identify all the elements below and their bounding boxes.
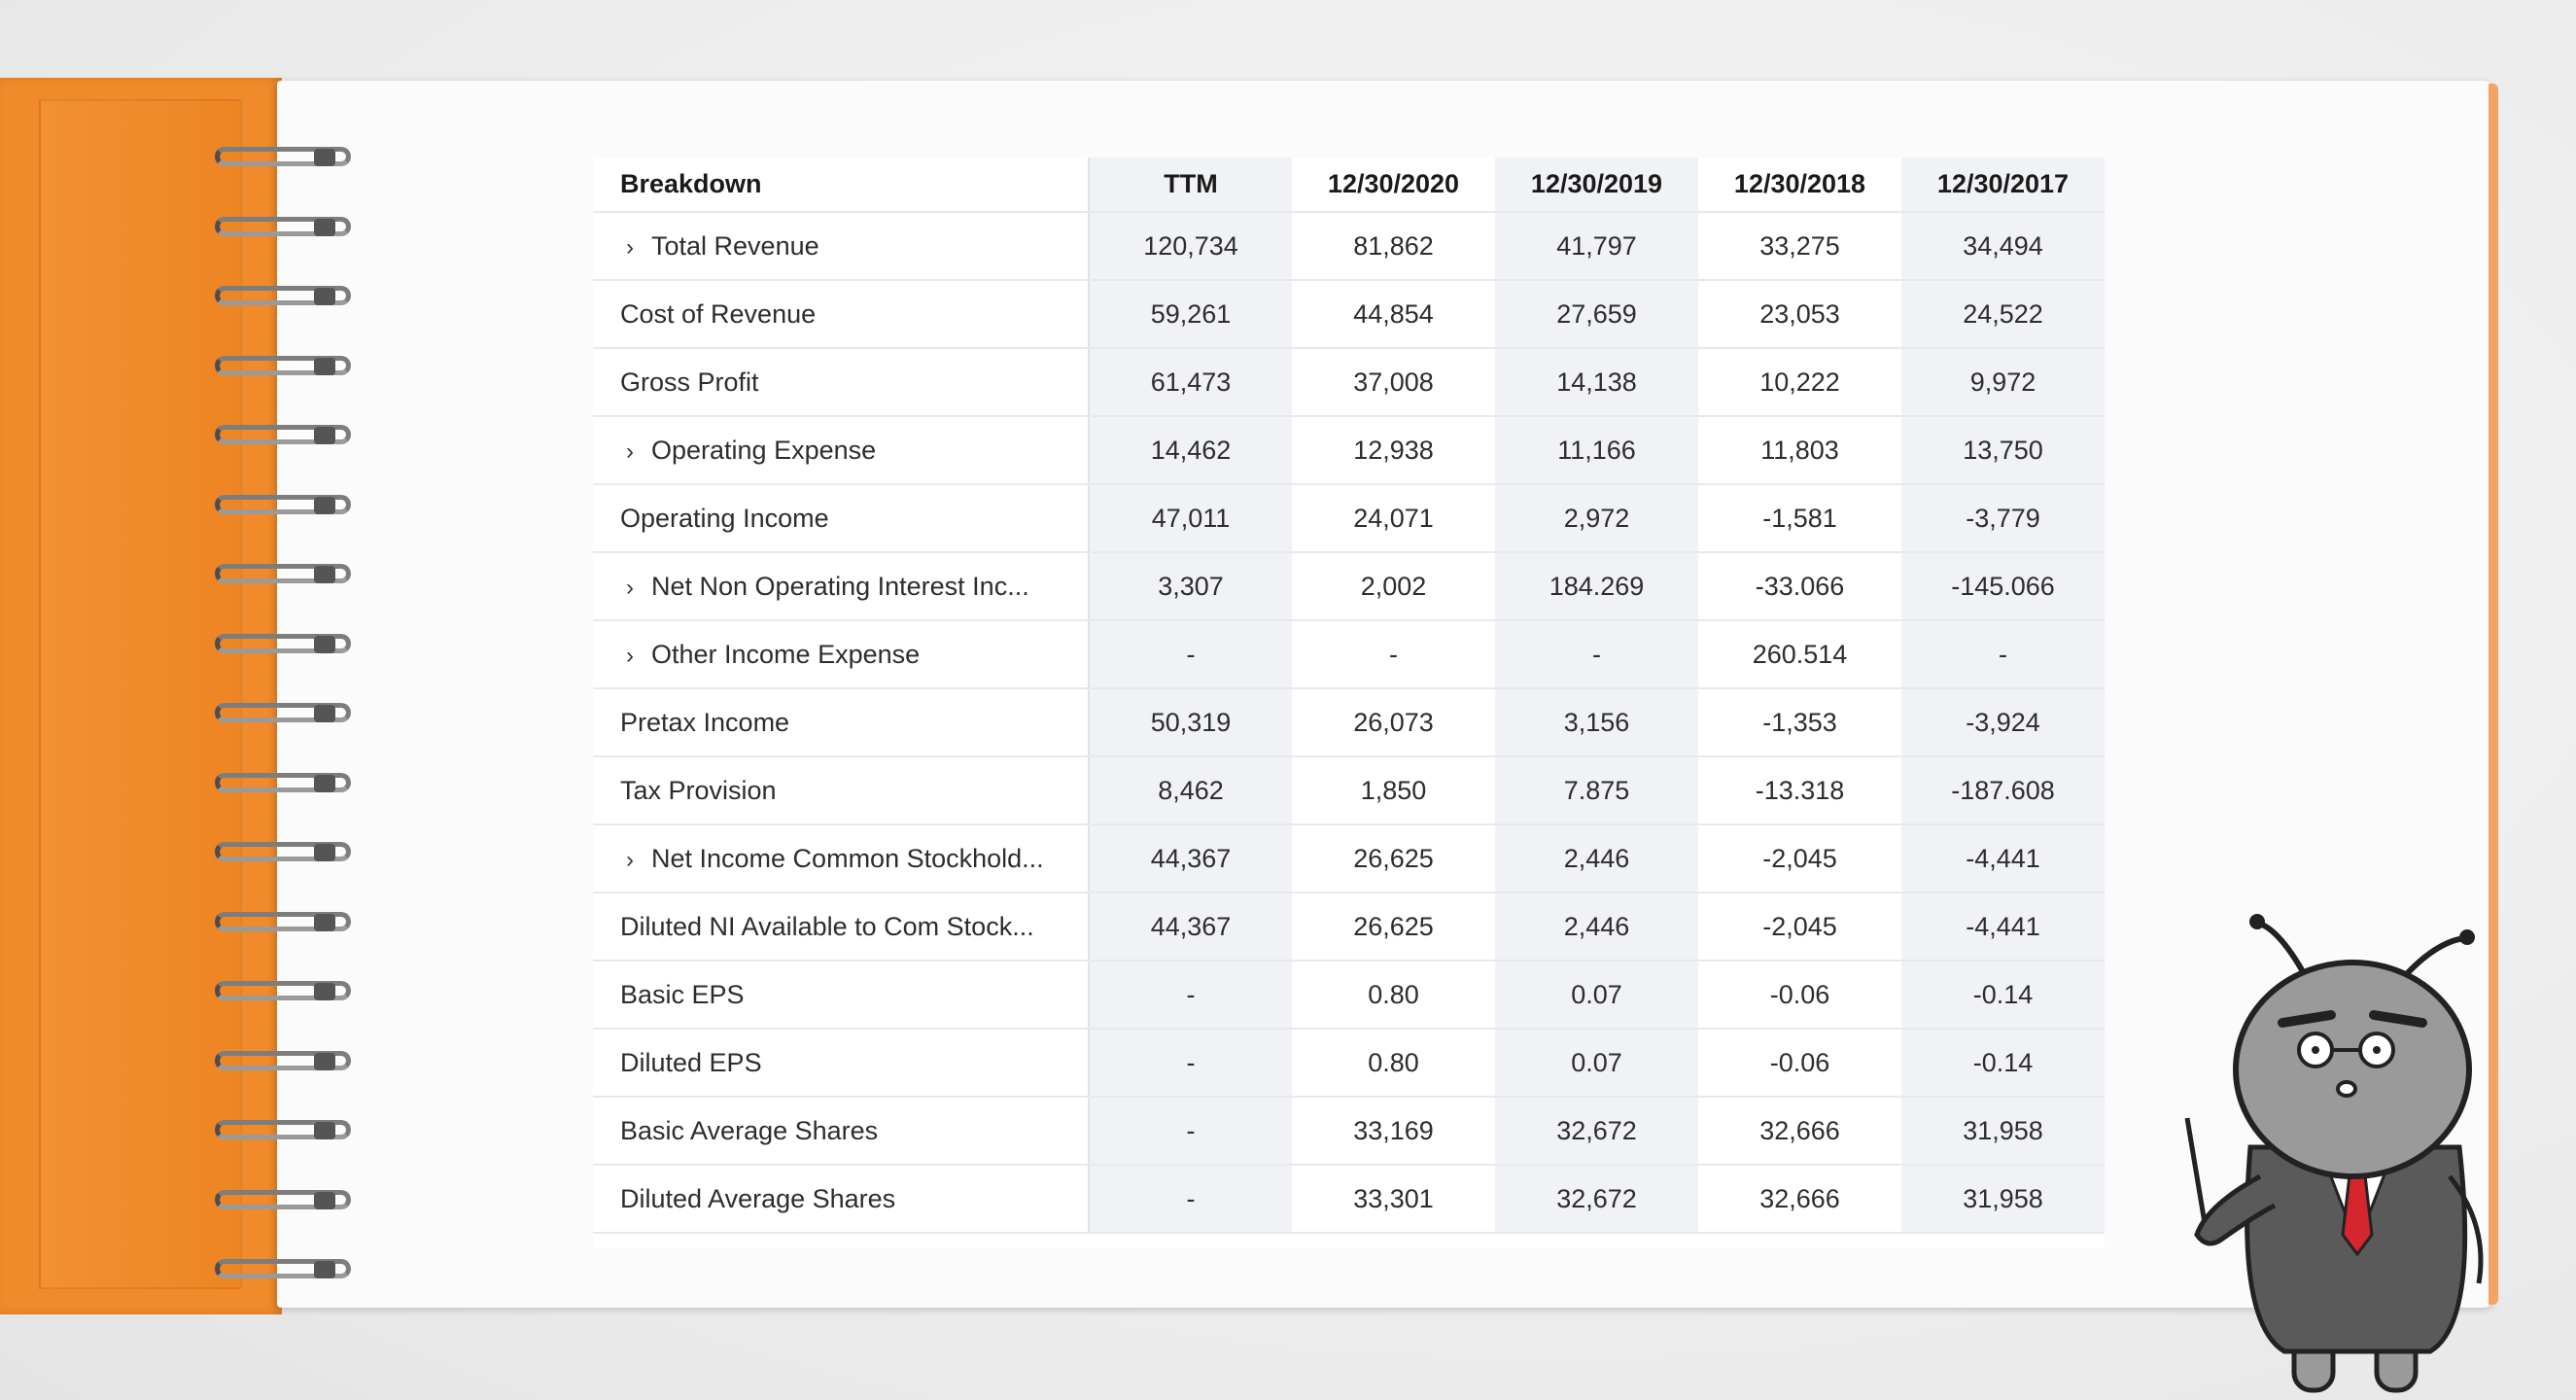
value-cell: - bbox=[1495, 620, 1698, 688]
value-cell: 24,522 bbox=[1901, 280, 2105, 348]
value-cell: 1,850 bbox=[1292, 756, 1495, 824]
value-cell: 27,659 bbox=[1495, 280, 1698, 348]
table-row[interactable] bbox=[593, 824, 2105, 892]
value-cell: 120,734 bbox=[1089, 212, 1292, 280]
chevron-right-icon[interactable]: › bbox=[626, 438, 634, 465]
value-cell: 10,222 bbox=[1698, 348, 1901, 416]
table-row[interactable] bbox=[593, 552, 2105, 620]
value-cell: 32,666 bbox=[1698, 1165, 1901, 1233]
table-row[interactable] bbox=[593, 280, 2105, 348]
value-cell: - bbox=[1089, 1165, 1292, 1233]
value-cell: -33.066 bbox=[1698, 552, 1901, 620]
value-cell: 12,938 bbox=[1292, 416, 1495, 484]
ring-hole bbox=[314, 427, 335, 444]
header-ttm[interactable]: TTM bbox=[1089, 158, 1292, 212]
value-cell: 81,862 bbox=[1292, 212, 1495, 280]
ring-hole bbox=[314, 844, 335, 861]
table-row[interactable] bbox=[593, 961, 2105, 1029]
value-cell: 260.514 bbox=[1698, 620, 1901, 688]
binding-ring bbox=[209, 697, 355, 730]
ring-hole bbox=[314, 705, 335, 722]
binding-ring bbox=[209, 836, 355, 869]
value-cell: 9,972 bbox=[1901, 348, 2105, 416]
value-cell: 11,803 bbox=[1698, 416, 1901, 484]
value-cell: 41,797 bbox=[1495, 212, 1698, 280]
value-cell: 2,972 bbox=[1495, 484, 1698, 552]
row-label: Basic Average Shares bbox=[620, 1115, 879, 1145]
value-cell: -0.14 bbox=[1901, 961, 2105, 1029]
binding-ring bbox=[209, 906, 355, 939]
value-cell: 3,156 bbox=[1495, 688, 1698, 756]
value-cell: 44,854 bbox=[1292, 280, 1495, 348]
binding-ring bbox=[209, 350, 355, 383]
row-label: Gross Profit bbox=[620, 367, 759, 397]
value-cell: 0.07 bbox=[1495, 961, 1698, 1029]
table-row[interactable] bbox=[593, 620, 2105, 688]
header-2020[interactable]: 12/30/2020 bbox=[1292, 158, 1495, 212]
ring-hole bbox=[314, 1122, 335, 1139]
row-label-cell bbox=[593, 892, 1089, 961]
value-cell: 59,261 bbox=[1089, 280, 1292, 348]
value-cell: 0.80 bbox=[1292, 1029, 1495, 1097]
table-row[interactable] bbox=[593, 688, 2105, 756]
ring-hole bbox=[314, 1261, 335, 1278]
value-cell: 34,494 bbox=[1901, 212, 2105, 280]
value-cell: 8,462 bbox=[1089, 756, 1292, 824]
row-label-cell bbox=[593, 688, 1089, 756]
header-breakdown[interactable]: Breakdown bbox=[593, 158, 1089, 212]
value-cell: -3,924 bbox=[1901, 688, 2105, 756]
table-row[interactable] bbox=[593, 212, 2105, 280]
value-cell: -13.318 bbox=[1698, 756, 1901, 824]
table-row[interactable] bbox=[593, 756, 2105, 824]
value-cell: 44,367 bbox=[1089, 892, 1292, 961]
binding-ring bbox=[209, 1184, 355, 1217]
ring-hole bbox=[314, 358, 335, 375]
value-cell: 33,301 bbox=[1292, 1165, 1495, 1233]
value-cell: 47,011 bbox=[1089, 484, 1292, 552]
ring-hole bbox=[314, 149, 335, 166]
value-cell: 26,625 bbox=[1292, 892, 1495, 961]
row-label: Total Revenue bbox=[651, 230, 819, 261]
binding-ring bbox=[209, 1045, 355, 1078]
row-label-cell[interactable] bbox=[593, 416, 1089, 484]
row-label: Operating Income bbox=[620, 503, 829, 533]
ring-hole bbox=[314, 1053, 335, 1070]
value-cell: -4,441 bbox=[1901, 892, 2105, 961]
value-cell: 14,138 bbox=[1495, 348, 1698, 416]
table-row[interactable] bbox=[593, 1029, 2105, 1097]
value-cell: 61,473 bbox=[1089, 348, 1292, 416]
row-label-cell bbox=[593, 348, 1089, 416]
value-cell: - bbox=[1901, 620, 2105, 688]
row-label: Other Income Expense bbox=[651, 639, 921, 669]
value-cell: - bbox=[1292, 620, 1495, 688]
row-label-cell bbox=[593, 484, 1089, 552]
binding-ring bbox=[209, 211, 355, 244]
ring-hole bbox=[314, 775, 335, 792]
value-cell: -187.608 bbox=[1901, 756, 2105, 824]
value-cell: 44,367 bbox=[1089, 824, 1292, 892]
header-2018[interactable]: 12/30/2018 bbox=[1698, 158, 1901, 212]
value-cell: 26,625 bbox=[1292, 824, 1495, 892]
value-cell: 2,446 bbox=[1495, 892, 1698, 961]
value-cell: 33,275 bbox=[1698, 212, 1901, 280]
value-cell: - bbox=[1089, 620, 1292, 688]
value-cell: 3,307 bbox=[1089, 552, 1292, 620]
value-cell: -0.06 bbox=[1698, 1029, 1901, 1097]
table-row[interactable] bbox=[593, 484, 2105, 552]
value-cell: 32,666 bbox=[1698, 1097, 1901, 1165]
value-cell: 7.875 bbox=[1495, 756, 1698, 824]
row-label-cell bbox=[593, 961, 1089, 1029]
value-cell: -0.14 bbox=[1901, 1029, 2105, 1097]
ring-hole bbox=[314, 219, 335, 236]
ring-hole bbox=[314, 983, 335, 1000]
row-label-cell bbox=[593, 756, 1089, 824]
row-label-cell[interactable] bbox=[593, 824, 1089, 892]
chevron-right-icon[interactable]: › bbox=[626, 574, 634, 601]
value-cell: -2,045 bbox=[1698, 892, 1901, 961]
row-label-cell bbox=[593, 1097, 1089, 1165]
ring-hole bbox=[314, 914, 335, 931]
row-label: Basic EPS bbox=[620, 979, 745, 1009]
header-row bbox=[593, 158, 2105, 212]
row-label: Cost of Revenue bbox=[620, 298, 817, 329]
value-cell: 0.07 bbox=[1495, 1029, 1698, 1097]
value-cell: 24,071 bbox=[1292, 484, 1495, 552]
value-cell: 31,958 bbox=[1901, 1097, 2105, 1165]
row-label: Diluted NI Available to Com Stock... bbox=[620, 911, 1034, 941]
value-cell: 37,008 bbox=[1292, 348, 1495, 416]
value-cell: - bbox=[1089, 961, 1292, 1029]
table-row[interactable] bbox=[593, 348, 2105, 416]
row-label-cell[interactable] bbox=[593, 212, 1089, 280]
value-cell: -145.066 bbox=[1901, 552, 2105, 620]
binding-ring bbox=[209, 141, 355, 174]
binding-ring bbox=[209, 628, 355, 661]
ring-hole bbox=[314, 497, 335, 514]
binding-ring bbox=[209, 489, 355, 522]
row-label: Net Non Operating Interest Inc... bbox=[651, 571, 1029, 601]
value-cell: -2,045 bbox=[1698, 824, 1901, 892]
table-row[interactable] bbox=[593, 1097, 2105, 1165]
binding-ring bbox=[209, 767, 355, 800]
value-cell: 32,672 bbox=[1495, 1165, 1698, 1233]
value-cell: 0.80 bbox=[1292, 961, 1495, 1029]
value-cell: -1,353 bbox=[1698, 688, 1901, 756]
row-label: Pretax Income bbox=[620, 707, 790, 737]
value-cell: 23,053 bbox=[1698, 280, 1901, 348]
row-label: Net Income Common Stockhold... bbox=[651, 843, 1044, 873]
value-cell: 32,672 bbox=[1495, 1097, 1698, 1165]
ring-hole bbox=[314, 636, 335, 653]
row-label-cell[interactable] bbox=[593, 620, 1089, 688]
binding-ring bbox=[209, 280, 355, 313]
value-cell: -4,441 bbox=[1901, 824, 2105, 892]
chevron-right-icon[interactable]: › bbox=[626, 846, 634, 873]
binding-ring bbox=[209, 1114, 355, 1147]
value-cell: 33,169 bbox=[1292, 1097, 1495, 1165]
income-statement-table bbox=[593, 158, 2105, 1248]
binding-ring bbox=[209, 419, 355, 452]
header-2019[interactable]: 12/30/2019 bbox=[1495, 158, 1698, 212]
table-row[interactable] bbox=[593, 892, 2105, 961]
row-label: Diluted EPS bbox=[620, 1047, 762, 1077]
chevron-right-icon[interactable]: › bbox=[626, 233, 634, 261]
binding-ring bbox=[209, 1253, 355, 1286]
ring-hole bbox=[314, 566, 335, 583]
value-cell: 14,462 bbox=[1089, 416, 1292, 484]
row-label-cell bbox=[593, 1165, 1089, 1233]
spiral-binding bbox=[209, 141, 365, 1259]
value-cell: 2,002 bbox=[1292, 552, 1495, 620]
value-cell: - bbox=[1089, 1029, 1292, 1097]
row-label: Tax Provision bbox=[620, 775, 777, 805]
value-cell: 13,750 bbox=[1901, 416, 2105, 484]
table-row[interactable] bbox=[593, 1165, 2105, 1233]
header-2017[interactable]: 12/30/2017 bbox=[1901, 158, 2105, 212]
value-cell: -1,581 bbox=[1698, 484, 1901, 552]
row-label: Operating Expense bbox=[651, 435, 877, 465]
value-cell: 26,073 bbox=[1292, 688, 1495, 756]
ant-teacher-mascot bbox=[2168, 914, 2518, 1400]
row-label-cell bbox=[593, 280, 1089, 348]
row-label: Diluted Average Shares bbox=[620, 1183, 896, 1213]
ring-hole bbox=[314, 1192, 335, 1209]
value-cell: 184.269 bbox=[1495, 552, 1698, 620]
value-cell: - bbox=[1089, 1097, 1292, 1165]
head bbox=[2236, 962, 2469, 1176]
row-label-cell bbox=[593, 1029, 1089, 1097]
value-cell: -0.06 bbox=[1698, 961, 1901, 1029]
table-row[interactable] bbox=[593, 416, 2105, 484]
binding-ring bbox=[209, 975, 355, 1008]
ring-hole bbox=[314, 288, 335, 305]
value-cell: 11,166 bbox=[1495, 416, 1698, 484]
row-label-cell[interactable] bbox=[593, 552, 1089, 620]
value-cell: 50,319 bbox=[1089, 688, 1292, 756]
value-cell: 2,446 bbox=[1495, 824, 1698, 892]
value-cell: -3,779 bbox=[1901, 484, 2105, 552]
chevron-right-icon[interactable]: › bbox=[626, 642, 634, 669]
binding-ring bbox=[209, 558, 355, 591]
value-cell: 31,958 bbox=[1901, 1165, 2105, 1233]
